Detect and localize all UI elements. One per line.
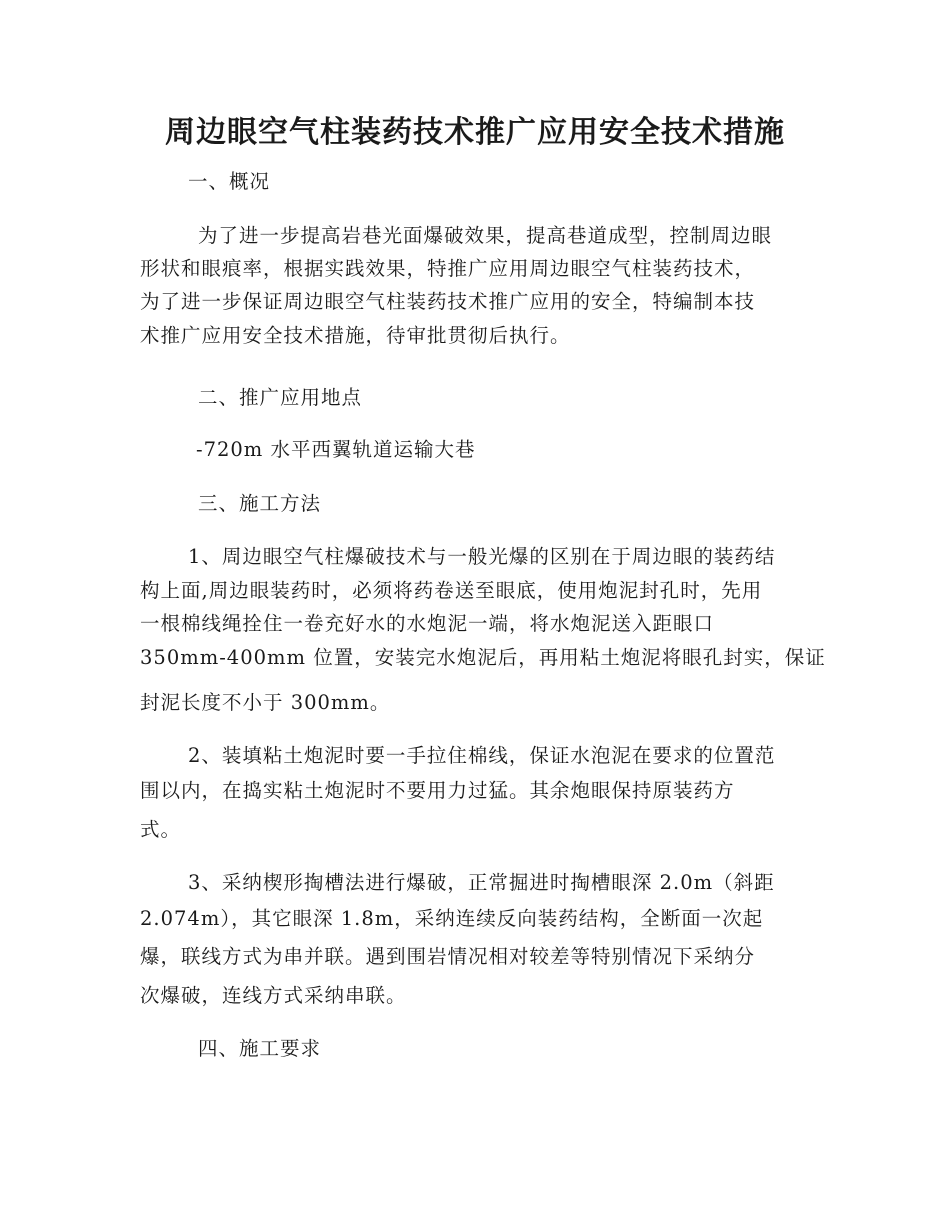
paragraph-line: 构上面,周边眼装药时，必须将药卷送至眼底，使用炮泥封孔时，先用 bbox=[140, 579, 763, 602]
paragraph-line: 1、周边眼空气柱爆破技术与一般光爆的区别在于周边眼的装药结 bbox=[188, 545, 776, 568]
document-title: 周边眼空气柱装药技术推广应用安全技术措施 bbox=[165, 115, 785, 150]
section-heading-overview: 一、概况 bbox=[188, 170, 271, 193]
paragraph-line: 一根棉线绳拴住一卷充好水的水炮泥一端，将水炮泥送入距眼口 bbox=[140, 612, 715, 635]
paragraph-line: 爆，联线方式为串并联。遇到围岩情况相对较差等特别情况下采纳分 bbox=[140, 945, 756, 968]
section-heading-location: 二、推广应用地点 bbox=[198, 386, 363, 409]
paragraph-line: 3、采纳楔形掏槽法进行爆破，正常掘进时掏槽眼深 2.0m（斜距 bbox=[188, 871, 775, 894]
section-heading-requirements: 四、施工要求 bbox=[198, 1037, 322, 1060]
paragraph-line: 形状和眼痕率，根据实践效果，特推广应用周边眼空气柱装药技术， bbox=[140, 257, 756, 280]
section-heading-method: 三、施工方法 bbox=[198, 492, 322, 515]
paragraph-line: 术推广应用安全技术措施，待审批贯彻后执行。 bbox=[140, 324, 571, 347]
paragraph-line: 350mm-400mm 位置，安装完水炮泥后，再用粘土炮泥将眼孔封实，保证 bbox=[140, 646, 826, 669]
paragraph-line: 围以内，在捣实粘土炮泥时不要用力过猛。其余炮眼保持原装药方 bbox=[140, 779, 735, 802]
paragraph-line: 2、装填粘土炮泥时要一手拉住棉线，保证水泡泥在要求的位置范 bbox=[188, 744, 776, 767]
location-text: -720m 水平西翼轨道运输大巷 bbox=[196, 438, 476, 461]
paragraph-line: 次爆破，连线方式采纳串联。 bbox=[140, 984, 407, 1007]
paragraph-line: 2.074m），其它眼深 1.8m，采纳连续反向装药结构，全断面一次起 bbox=[140, 907, 764, 930]
paragraph-line: 封泥长度不小于 300mm。 bbox=[140, 691, 391, 714]
paragraph-line: 为了进一步保证周边眼空气柱装药技术推广应用的安全，特编制本技 bbox=[140, 290, 756, 313]
paragraph-line: 为了进一步提高岩巷光面爆破效果，提高巷道成型，控制周边眼 bbox=[198, 224, 773, 247]
paragraph-line: 式。 bbox=[140, 818, 182, 841]
